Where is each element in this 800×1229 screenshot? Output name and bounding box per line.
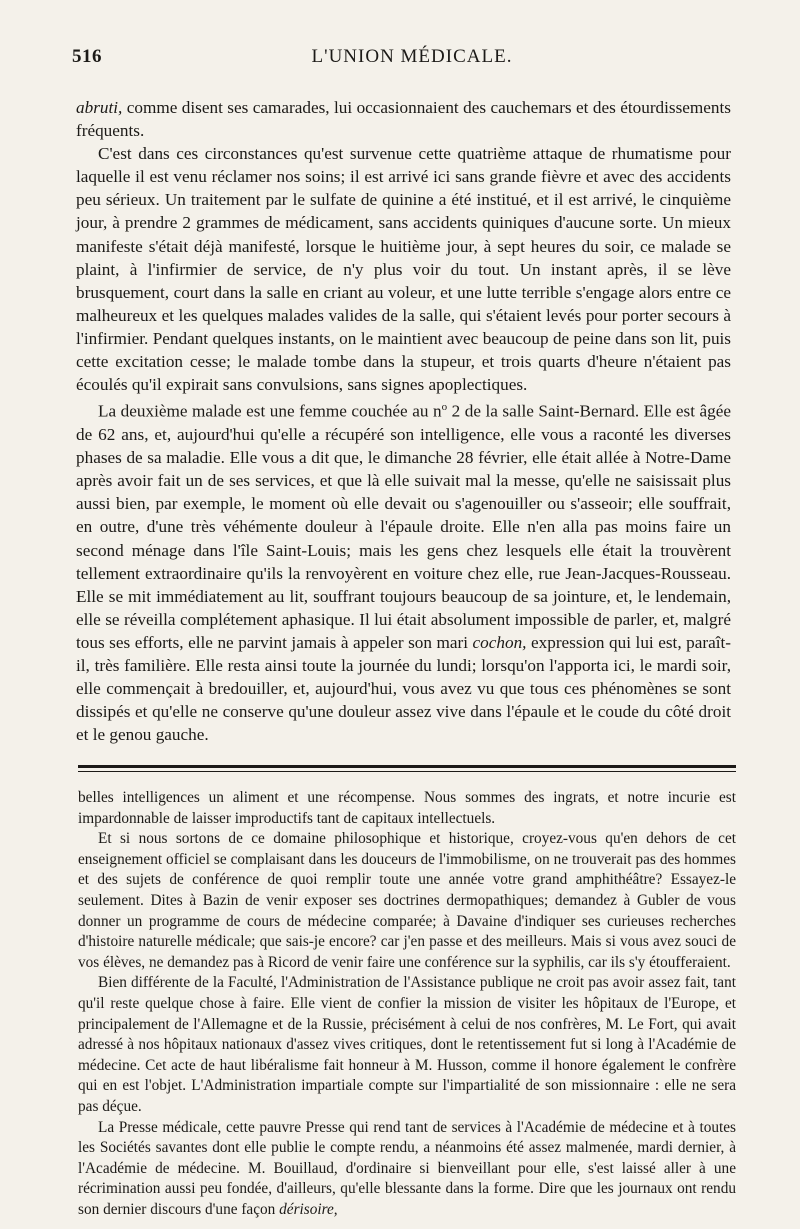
paragraph (76, 96, 731, 142)
page-header (72, 46, 752, 74)
paragraph-text: comme disent ses camarades, lui occasionnaient des cauchemars et des étourdissements fréquents. (76, 98, 731, 141)
feuilleton-body (78, 788, 736, 1220)
paragraph-text: La deuxième malade est une femme couchée au n (98, 401, 442, 421)
paragraph-text: expression qui lui est, paraît-il, très familière. Elle resta ainsi toute la journée du lundi; lorsqu'on l'apporta ici, le mardi soir, elle commençait à bredouiller, et, aujourd'hui, vous avez vu que tous ces phénomènes se sont dissipés et qu'elle ne conserve qu'une douleur assez vive dans l'épaule et le coude du côté droit et le genou gauche. (76, 632, 731, 745)
main-article-body (76, 96, 731, 746)
page-number: 516 (72, 46, 102, 67)
italic-word: abruti, (76, 98, 123, 117)
feuilleton-divider (78, 765, 736, 768)
paragraph: belles intelligences un aliment et une récompense. Nous sommes des ingrats, et notre incurie est impardonnable de laisser improductifs tant de capitaux intellectuels. (78, 789, 736, 827)
running-head: L'UNION MÉDICALE. (311, 46, 513, 67)
paragraph: Bien différente de la Faculté, l'Administration de l'Assistance publique ne croit pas avoir assez fait, tant qu'il reste quelque chose à faire. Elle vient de confier la mission de visiter les hôpitaux de l'Europe, et principalement de l'Allemagne et de la Russie, précisément à celui de nos confrères, M. Le Fort, qui avait adressé à nos hôpitaux nationaux d'assez vives critiques, dont le retentissement fut si long à l'Académie de médecine. Cet acte de haut libéralisme fait honneur à M. Husson, comme il honore également le confrère qui en est l'objet. L'Administration impartiale compte sur l'impartialité de son missionnaire : elle ne sera pas déçue. (78, 974, 736, 1115)
paragraph (76, 396, 731, 746)
paragraph-text: La Presse médicale, cette pauvre Presse qui rend tant de services à l'Académie de médecine et à toutes les Sociétés savantes dont elle publie le compte rendu, a néanmoins été assez malmenée, mardi dernier, à l'Académie de médecine. M. Bouillaud, d'ordinaire si bienveillant pour elle, s'est laissé aller à une récrimination aussi peu fondée, d'ailleurs, qu'elle blessante dans la forme. Dire que les journaux ont rendu son dernier discours d'une façon (78, 1118, 736, 1218)
superscript: o (441, 401, 448, 414)
feuilleton-divider-thin (78, 771, 736, 772)
italic-word: dérisoire, (279, 1200, 338, 1218)
paragraph: C'est dans ces circonstances qu'est survenue cette quatrième attaque de rhumatisme pour laquelle il est venu réclamer nos soins; il est arrivé ici sans grande fièvre et avec des accidents peu sérieux. Un traitement par le sulfate de quinine a été institué, et il est arrivé, le cinquième jour, à prendre 2 grammes de médicament, sans accidents quiniques d'aucune sorte. Un mieux manifeste s'était déjà manifesté, lorsque le huitième jour, à sept heures du soir, ce malade se plaint, à l'infirmier de service, de n'y plus voir du tout. Un instant après, il se lève brusquement, court dans la salle en criant au voleur, et une lutte terrible s'engage alors entre ce malheureux et les quelques malades valides de la salle, qui s'étaient levés pour porter secours à l'infirmier. Pendant quelques instants, on le maintient avec beaucoup de peine dans son lit, puis cette excitation cesse; le malade tombe dans la stupeur, et trois quarts d'heure n'étaient pas écoulés qu'il expirait sans convulsions, sans signes apoplectiques. (76, 144, 731, 395)
paragraph (78, 1118, 736, 1221)
paragraph-text: 2 de la salle Saint-Bernard. Elle est âgée de 62 ans, et, aujourd'hui qu'elle a récupéré son intelligence, elle vous a raconté les diverses phases de sa maladie. Elle vous a dit que, le dimanche 28 février, elle était allée à Notre-Dame après avoir fait un de ses services, et que là elle suivait mal la messe, qu'elle ne saisissait plus aussi bien, par exemple, le moment où elle devait ou s'agenouiller ou s'asseoir; elle souffrait, en outre, d'une très véhémente douleur à l'épaule droite. Elle n'en alla pas moins faire un second ménage dans l'île Saint-Louis; mais les gens chez lesquels elle était la trouvèrent tellement extraordinaire qu'ils la renvoyèrent en voiture chez elle, rue Jean-Jacques-Rousseau. Elle se mit immédiatement au lit, souffrant toujours beaucoup de sa jointure, et, le lendemain, elle se réveilla complétement aphasique. Il lui était absolument impossible de parler, et, malgré tous ses efforts, elle ne parvint jamais à appeler son mari (76, 401, 731, 652)
paragraph: Et si nous sortons de ce domaine philosophique et historique, croyez-vous qu'en dehors de cet enseignement officiel se complaisant dans les douceurs de l'immobilisme, on ne trouverait pas des hommes et des sujets de conférence de quoi remplir toute une année votre grand amphithéâtre? Essayez-le seulement. Dites à Bazin de venir exposer ses doctrines dermopathiques; demandez à Gubler de vous donner un programme de cours de médecine comparée; à Davaine d'indiquer ses curieuses recherches d'histoire naturelle médicale; que sais-je encore? car j'en passe et des meilleurs. Mais si vous avez souci de vos élèves, ne demandez pas à Ricord de venir faire une conférence sur la syphilis, car ils s'y étoufferaient. (78, 830, 736, 971)
italic-word: cochon, (472, 632, 527, 652)
